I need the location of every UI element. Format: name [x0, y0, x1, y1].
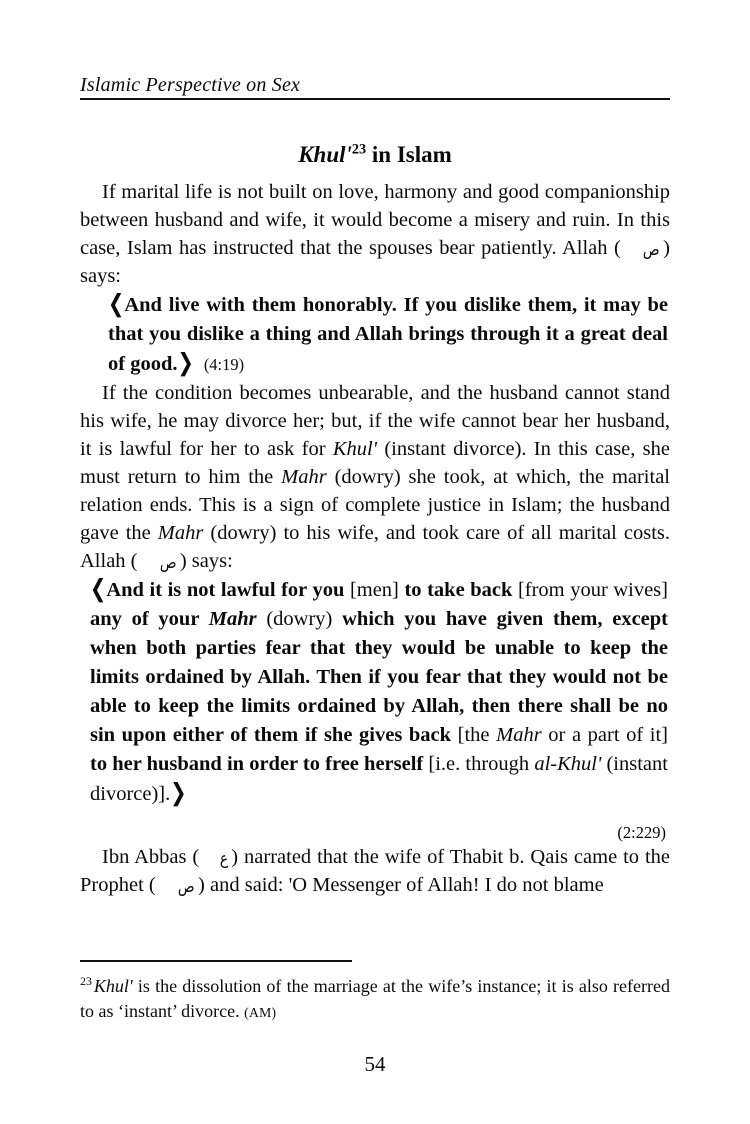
ornate-quote-close-icon: ❯: [170, 778, 187, 807]
quran-quote-2-b2: to take back: [398, 579, 518, 601]
footnote-separator-rule: [80, 960, 352, 962]
term-mahr-3: Mahr: [208, 608, 257, 630]
paragraph-2-seg-4: (dowry) to his wife, and took care of all marital costs. Allah (: [80, 522, 670, 572]
quran-quote-2: [90, 575, 668, 809]
quran-quote-1-text: And live with them honorably. If you dislike them, it may be that you dislike a thing and Allah brings through it a great deal of good.: [108, 294, 668, 375]
footnote-attribution: (AM): [244, 1005, 277, 1020]
running-header-text: Islamic Perspective on Sex: [80, 74, 301, 96]
term-mahr-4: Mahr: [496, 724, 542, 746]
title-rest: in Islam: [366, 142, 452, 168]
quran-reference-1: (4:19): [203, 355, 245, 374]
term-al-khul: al-Khul': [534, 753, 602, 775]
quran-quote-2-p5b: (instant divorce)].: [90, 753, 668, 805]
ornate-quote-open-icon: ❮: [90, 574, 107, 603]
term-khul: Khul': [332, 438, 378, 460]
quran-quote-2-p3: (dowry): [256, 608, 343, 630]
paragraph-2-seg-2: (instant divorce). In this case, she must return to him the: [80, 438, 670, 488]
paragraph-1: [80, 178, 670, 290]
ornate-quote-open-icon: ❮: [108, 289, 125, 318]
quran-quote-1: [108, 290, 668, 379]
header-rule: [80, 98, 670, 100]
title-footnote-marker: 23: [351, 141, 367, 158]
quran-quote-2-p1: [men]: [349, 579, 399, 601]
paragraph-1-text-b: ) says:: [80, 237, 670, 287]
quran-reference-2: (2:229): [617, 823, 666, 842]
paragraph-3-seg-1: Ibn Abbas (: [102, 846, 200, 868]
quran-quote-2-p5a: [i.e. through: [423, 753, 535, 775]
paragraph-3: [80, 843, 670, 899]
quran-quote-2-b1: And it is not lawful for you: [106, 579, 350, 601]
paragraph-2-seg-5: ) says:: [179, 550, 233, 572]
honorific-radiyallahu-icon: ع: [220, 848, 229, 868]
quran-quote-2-p2: [from your wives]: [517, 579, 668, 601]
honorific-sallallahu-icon: ص: [177, 876, 195, 896]
quran-quote-2-p4a: [the: [457, 724, 497, 746]
running-header: [80, 74, 670, 100]
paragraph-1-text-a: If marital life is not built on love, harmony and good companionship between husband and wife, it would become a misery and ruin. In this case, Islam has instructed that the spouses bear patiently. Allah (: [80, 181, 670, 259]
paragraph-3-seg-2: ) narrated that the wife of Thabit b. Qais came to the Prophet (: [80, 846, 670, 896]
page-title: [80, 141, 670, 169]
term-mahr-2: Mahr: [157, 522, 204, 544]
quran-quote-2-b3: any of your: [90, 608, 209, 630]
paragraph-2-seg-1: If the condition becomes unbearable, and the husband cannot stand his wife, he may divorce her; but, if the wife cannot bear her husband, it is lawful for her to ask for: [80, 382, 670, 460]
quran-quote-2-b4: which you have given them, except when both parties fear that they would be unable to keep the limits ordained by Allah. Then if you fear that they would not be able to keep the limits ordained by Allah, then there shall be no sin upon either of them if she gives back: [90, 608, 668, 746]
paragraph-3-seg-3: ) and said: 'O Messenger of Allah! I do not blame: [198, 874, 604, 896]
quran-quote-2-b5: to her husband in order to free herself: [90, 753, 424, 775]
honorific-subhanahu-icon: ص: [159, 552, 177, 572]
term-mahr-1: Mahr: [281, 466, 327, 488]
quran-quote-2-p4b: or a part of it]: [541, 724, 669, 746]
ornate-quote-close-icon: ❯: [177, 348, 194, 377]
title-keyword: Khul': [298, 142, 352, 168]
paragraph-2: [80, 379, 670, 575]
footnote-term-khul: Khul': [93, 976, 133, 996]
honorific-subhanahu-icon: ص: [642, 239, 660, 259]
footnote-body-text: is the dissolution of the marriage at the wife’s instance; it is also referred to as ‘instant’ divorce.: [80, 976, 670, 1021]
page-number: 54: [364, 1052, 386, 1076]
footnote-marker: 23: [80, 974, 92, 988]
paragraph-2-seg-3: (dowry) she took, at which, the marital relation ends. This is a sign of complete justice in Islam; the husband gave the: [80, 466, 670, 544]
footnote-23: [80, 974, 670, 1025]
footnote-area: [80, 960, 670, 1025]
body-column: [80, 178, 670, 899]
